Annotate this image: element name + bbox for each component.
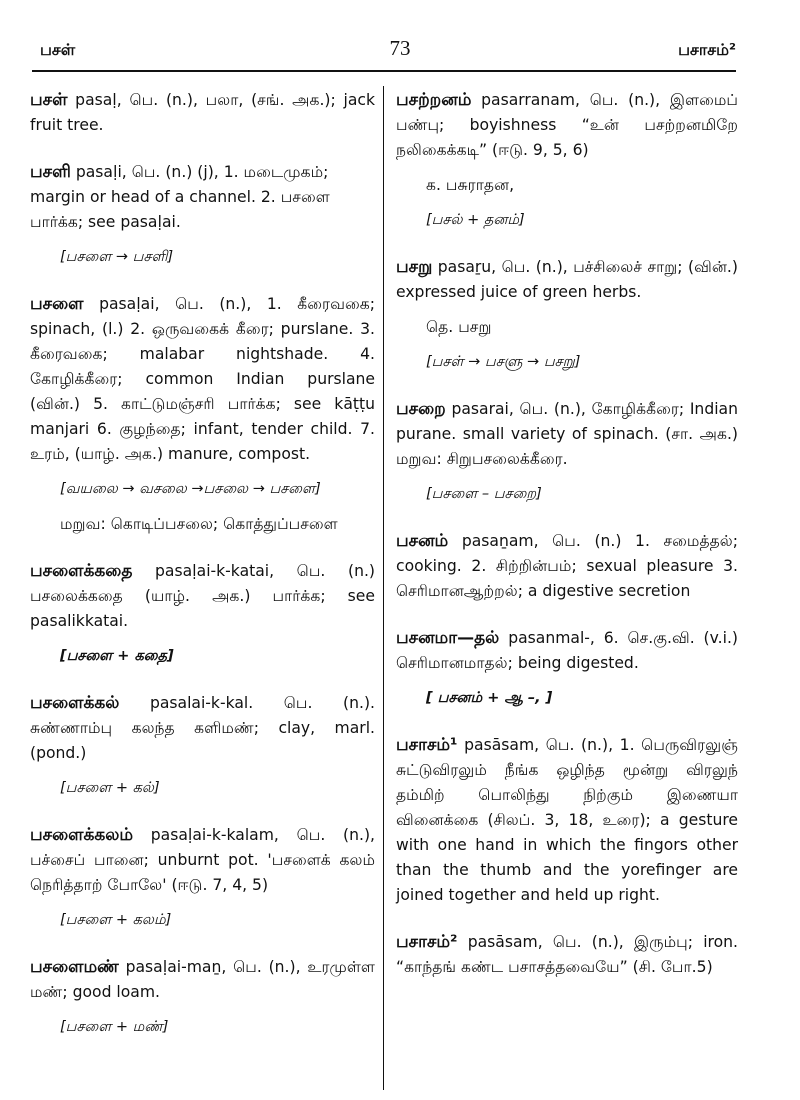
entry-body: pasaḷi, பெ. (n.) (j), 1. மடைமுகம்; margin or head of a channel. 2. பசளை பார்க்க; see pasaḷai. [30, 163, 330, 231]
entry-headword: பசறை [396, 399, 446, 419]
entry-body: pasarranam, பெ. (n.), இளமைப் பண்பு; boyishness “உன் பசற்றனமிறே நலிகைக்கடி” (ஈடு. 9, 5, 6) [396, 91, 738, 159]
dictionary-entry [30, 292, 375, 537]
dictionary-entry [396, 397, 738, 507]
dictionary-entry [30, 691, 375, 801]
entry-body: pasalai-k-kal. பெ. (n.). சுண்ணாம்பு கலந்த களிமண்; clay, marl. (pond.) [30, 694, 375, 762]
dictionary-entry [30, 160, 375, 270]
dictionary-entry [30, 823, 375, 933]
entry-headword: பசனம் [396, 531, 449, 551]
entry-body: pasarai, பெ. (n.), கோழிக்கீரை; Indian purane. small variety of spinach. (சா. அக.) மறுவ: சிறுபசலைக்கீரை. [396, 400, 738, 468]
header-guide-word-right: பசாசம்² [678, 40, 736, 59]
header-guide-word-left: பசள் [40, 40, 76, 59]
entry-headword: பசளைமண் [30, 957, 119, 977]
entry-headword: பசனமா—தல் [396, 628, 500, 648]
entry-headword: பசளி [30, 162, 71, 182]
entry-synonyms: மறுவ: கொடிப்பசலை; கொத்துப்பசளை [60, 515, 338, 533]
dictionary-entry [30, 955, 375, 1040]
entry-etymology: [வயலை → வசலை →பசலை → பசளை] [60, 481, 321, 497]
entry-headword: பசாசம்² [396, 932, 458, 952]
page-header [0, 0, 800, 80]
entry-body: pasanmal-, 6. செ.கு.வி. (v.i.) செரிமானமாதல்; being digested. [396, 629, 738, 672]
entry-body: pasaṟu, பெ. (n.), பச்சிலைச் சாறு; (வின்.) expressed juice of green herbs. [396, 258, 738, 301]
entry-headword: பசளைக்கல் [30, 693, 120, 713]
entry-headword: பசாசம்¹ [396, 735, 458, 755]
entry-body: pasaḷai-k-katai, பெ. (n.) பசலைக்கதை (யாழ். அக.) பார்க்க; see pasalikkatai. [30, 562, 375, 630]
header-rule [32, 70, 736, 72]
entry-etymology: [பசள் → பசளு → பசறு] [426, 354, 581, 370]
entry-body: pasaḷai-maṉ, பெ. (n.), உரமுள்ள மண்; good loam. [30, 958, 375, 1001]
column-divider [383, 86, 384, 1090]
dictionary-entry [396, 930, 738, 980]
entry-etymology: [பசளை + கல்] [60, 780, 160, 796]
page-number: 73 [389, 36, 411, 60]
dictionary-entry [396, 255, 738, 375]
entry-body: pasāsam, பெ. (n.), இரும்பு; iron. “காந்தங் கண்ட பசாசத்தவையே” (சி. போ.5) [396, 933, 738, 976]
dictionary-entry [396, 733, 738, 908]
entry-body: pasaṉam, பெ. (n.) 1. சமைத்தல்; cooking. 2. சிற்றின்பம்; sexual pleasure 3. செரிமானஆற்றல்; a digestive secretion [396, 532, 738, 600]
entry-etymology: [பசளை + கதை] [60, 648, 174, 664]
entry-etymology: [ பசனம் + ஆ –, ] [426, 690, 553, 706]
entry-headword: பசற்றனம் [396, 90, 472, 110]
dictionary-entry [30, 88, 375, 138]
entry-body: pasāsam, பெ. (n.), 1. பெருவிரலுஞ் சுட்டுவிரலும் நீங்க ஒழிந்த மூன்று விரலுந் தம்மிற் பொலிந்து நிற்கும் இணையா வினைக்கை (சிலப். 3, 18, உரை); a gesture with one hand in which the fingors other than the thumb and the yorefinger are joined together and held up right. [396, 736, 738, 904]
dictionary-entry [396, 88, 738, 233]
entry-etymology: [பசளை + கலம்] [60, 912, 172, 928]
entry-headword: பசள் [30, 90, 68, 110]
right-column [396, 88, 738, 1002]
entry-headword: பசளை [30, 294, 84, 314]
entry-etymology: [பசளை – பசறை] [426, 486, 542, 502]
entry-headword: பசளைக்கதை [30, 561, 133, 581]
entry-headword: பசளைக்கலம் [30, 825, 134, 845]
dictionary-entry [396, 626, 738, 711]
left-column [30, 88, 375, 1062]
entry-headword: பசறு [396, 257, 433, 277]
entry-cognate: தெ. பசறு [426, 318, 492, 336]
entry-etymology: [பசளை → பசளி] [60, 249, 174, 265]
entry-etymology: [பசளை + மண்] [60, 1019, 169, 1035]
entry-body: pasaḷai-k-kalam, பெ. (n.), பச்சைப் பானை; unburnt pot. 'பசளைக் கலம் நெரித்தாற் போலே' (ஈடு. 7, 4, 5) [30, 826, 375, 894]
dictionary-entry [30, 559, 375, 669]
entry-cognate: க. பசுராதன, [426, 176, 515, 194]
entry-body: pasaḷai, பெ. (n.), 1. கீரைவகை; spinach, (l.) 2. ஒருவகைக் கீரை; purslane. 3. கீரைவகை; malabar nightshade. 4. கோழிக்கீரை; common Indian purslane (வின்.) 5. காட்டுமஞ்சரி பார்க்க; see kāṭṭu manjari 6. குழந்தை; infant, tender child. 7. உரம், (யாழ். அக.) manure, compost. [30, 295, 375, 463]
dictionary-entry [396, 529, 738, 604]
entry-etymology: [பசல் + தனம்] [426, 212, 525, 228]
entry-body: pasaḷ, பெ. (n.), பலா, (சங். அக.); jack fruit tree. [30, 91, 375, 134]
